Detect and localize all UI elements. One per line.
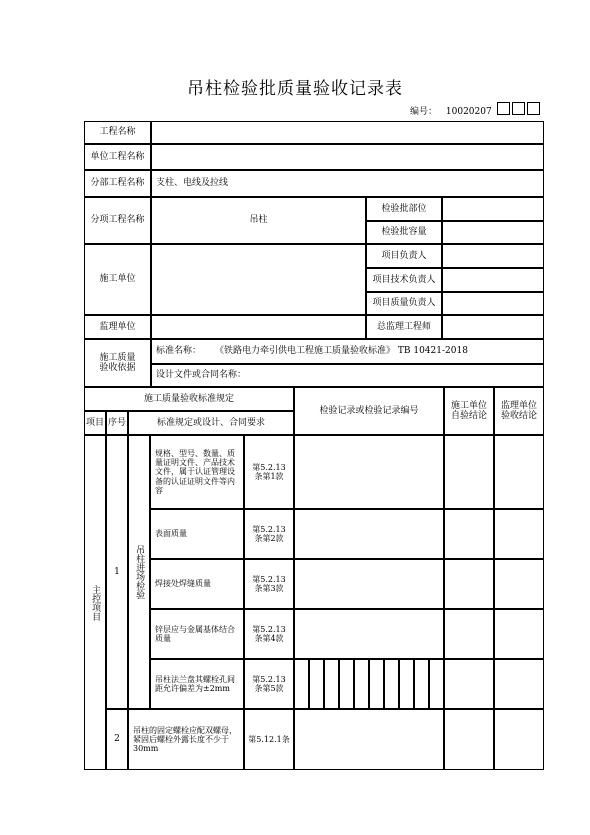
self-check-cell[interactable] (444, 509, 494, 559)
measure-cell[interactable] (429, 659, 444, 709)
standard-value: 《铁路电力牵引供电工程施工质量验收标准》 TB 10421-2018 (215, 346, 468, 357)
req-cell: 表面质量 (150, 509, 244, 559)
col-seq-header: 序号 (106, 411, 128, 435)
unit-project-field[interactable] (151, 144, 544, 170)
measure-cell[interactable] (294, 659, 309, 709)
design-doc-label: 设计文件或合同名称： (156, 370, 247, 381)
construction-unit-field[interactable] (151, 244, 366, 315)
supervision-unit-field[interactable] (151, 315, 366, 339)
measure-cell[interactable] (354, 659, 369, 709)
req-cell: 焊接处焊缝质量 (150, 559, 244, 609)
chief-supervisor-label: 总监理工程师 (366, 315, 442, 339)
code-label-row (410, 104, 498, 117)
spec-header: 施工质量验收标准规定 (84, 387, 294, 411)
self-check-cell[interactable] (444, 709, 494, 770)
supervision-unit-label: 监理单位 (84, 315, 151, 339)
project-name-field[interactable] (151, 121, 544, 144)
code-label: 编号： (410, 107, 438, 117)
inspect-capacity-label: 检验批容量 (366, 221, 442, 244)
quality-leader-label: 项目质量负责人 (366, 292, 442, 315)
design-doc-row (151, 364, 544, 387)
subitem-label: 分项工程名称 (84, 197, 151, 244)
self-check-header: 施工单位自验结论 (444, 387, 494, 435)
supervise-header: 监理单位验收结论 (494, 387, 544, 435)
construction-unit-label: 施工单位 (84, 244, 151, 315)
record-cell[interactable] (294, 435, 444, 509)
code-value: 10020207 (445, 107, 492, 117)
code-box[interactable] (497, 102, 510, 115)
group1-seq: 1 (106, 435, 128, 709)
supervise-cell[interactable] (494, 609, 544, 659)
group2-clause: 第5.12.1条 (244, 709, 294, 770)
clause-cell: 第5.2.13条第3款 (244, 559, 294, 609)
group2-seq: 2 (106, 709, 128, 770)
measure-cell[interactable] (414, 659, 429, 709)
req-cell: 吊柱法兰盘其螺栓孔间距允许偏差为±2mm (150, 659, 244, 709)
chief-supervisor-field[interactable] (442, 315, 544, 339)
self-check-cell[interactable] (444, 659, 494, 709)
main-item-label: 主控项目 (84, 435, 106, 770)
supervise-cell[interactable] (494, 659, 544, 709)
record-cell[interactable] (294, 559, 444, 609)
col-req-header: 标准规定或设计、合同要求 (128, 411, 294, 435)
standard-label: 标准名称： (156, 346, 202, 357)
measure-cell[interactable] (339, 659, 354, 709)
record-header: 检验记录或检验记录编号 (294, 387, 444, 435)
col-item-header: 项目 (84, 411, 106, 435)
measure-cell[interactable] (369, 659, 384, 709)
subdivision-value: 支柱、电线及拉线 (151, 170, 544, 197)
tech-leader-label: 项目技术负责人 (366, 268, 442, 292)
self-check-cell[interactable] (444, 435, 494, 509)
group1-label: 吊柱进场检验 (128, 435, 150, 709)
clause-cell: 第5.2.13条第5款 (244, 659, 294, 709)
req-cell: 锌层应与金属基体结合质量 (150, 609, 244, 659)
clause-cell: 第5.2.13条第4款 (244, 609, 294, 659)
self-check-cell[interactable] (444, 559, 494, 609)
supervise-cell[interactable] (494, 509, 544, 559)
clause-cell: 第5.2.13条第1款 (244, 435, 294, 509)
supervise-cell[interactable] (494, 709, 544, 770)
supervise-cell[interactable] (494, 559, 544, 609)
req-cell: 规格、型号、数量、质量证明文件、产品技术文件，属于认证管理设备的认证证明文件等内容 (150, 435, 244, 509)
measure-cell[interactable] (384, 659, 399, 709)
clause-cell: 第5.2.13条第2款 (244, 509, 294, 559)
inspect-part-label: 检验批部位 (366, 197, 442, 221)
unit-project-label: 单位工程名称 (84, 144, 151, 170)
tech-leader-field[interactable] (442, 268, 544, 292)
project-leader-field[interactable] (442, 244, 544, 268)
page-title: 吊柱检验批质量验收记录表 (187, 79, 403, 99)
record-cell[interactable] (294, 609, 444, 659)
supervise-cell[interactable] (494, 435, 544, 509)
code-box[interactable] (527, 102, 540, 115)
basis-label: 施工质量验收依据 (84, 339, 151, 387)
project-name-label: 工程名称 (84, 121, 151, 144)
self-check-cell[interactable] (444, 609, 494, 659)
measure-cell[interactable] (324, 659, 339, 709)
record-cell[interactable] (294, 509, 444, 559)
record-cell[interactable] (294, 709, 444, 770)
inspect-capacity-field[interactable] (442, 221, 544, 244)
standard-row (151, 339, 544, 364)
subitem-value: 吊柱 (151, 197, 366, 244)
quality-leader-field[interactable] (442, 292, 544, 315)
inspect-part-field[interactable] (442, 197, 544, 221)
group2-req: 吊柱的固定螺栓应配双螺母，紧固后螺栓外露长度不少于30mm (128, 709, 244, 770)
measure-cell[interactable] (309, 659, 324, 709)
project-leader-label: 项目负责人 (366, 244, 442, 268)
code-box[interactable] (512, 102, 525, 115)
measure-cell[interactable] (399, 659, 414, 709)
subdivision-label: 分部工程名称 (84, 170, 151, 197)
